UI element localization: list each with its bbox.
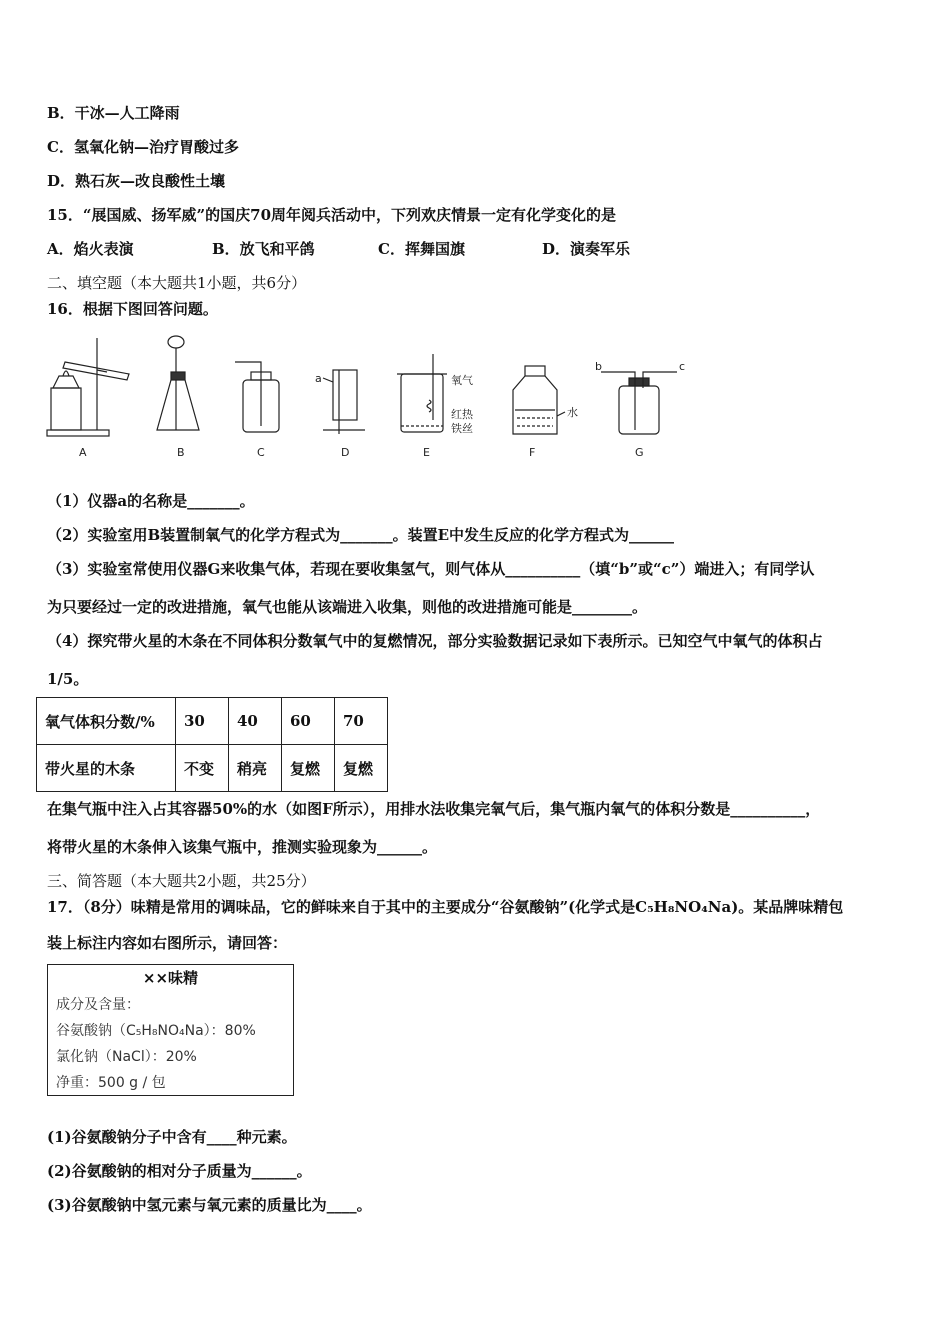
apparatus-e-hot: 红热: [451, 408, 473, 421]
apparatus-letter-f: F: [529, 446, 536, 459]
table-cell: 氧气体积分数/%: [37, 698, 176, 745]
table-cell: 带火星的木条: [37, 745, 176, 792]
after-table-line-2: 将带火星的木条伸入该集气瓶中，推测实验现象为______。: [47, 838, 438, 856]
question-16: 16．根据下图回答问题。: [47, 300, 218, 318]
question-17-line-2: 装上标注内容如右图所示，请回答：: [47, 934, 288, 952]
apparatus-a: [47, 338, 129, 436]
label-line-2: 谷氨酸钠（C₅H₈NO₄Na）：80%: [56, 1023, 256, 1039]
q17-part-3: (3)谷氨酸钠中氢元素与氧元素的质量比为____。: [47, 1196, 372, 1214]
table-cell: 不变: [176, 745, 229, 792]
table-cell: 60: [282, 698, 335, 745]
table-cell: 70: [335, 698, 388, 745]
label-line-3: 氯化钠（NaCl）：20%: [56, 1049, 197, 1065]
q16-part-2: （2）实验室用B装置制氧气的化学方程式为_______。装置E中发生反应的化学方程式为______: [47, 526, 675, 544]
apparatus-f-water: 水: [567, 406, 578, 419]
table-cell: 复燃: [282, 745, 335, 792]
table-row: [37, 745, 388, 792]
option-b-line: B．干冰—人工降雨: [47, 104, 180, 122]
table-cell: 40: [229, 698, 282, 745]
section-3-heading: 三、简答题（本大题共2小题，共25分）: [47, 872, 316, 890]
apparatus-mark-a: a: [315, 372, 322, 385]
label-line-4: 净重：500 g / 包: [56, 1075, 166, 1091]
section-2-heading: 二、填空题（本大题共1小题，共6分）: [47, 274, 307, 292]
q17-part-1: (1)谷氨酸钠分子中含有____种元素。: [47, 1128, 297, 1146]
table-cell: 稍亮: [229, 745, 282, 792]
q15-option-c: C．挥舞国旗: [378, 240, 465, 258]
option-d-line: D．熟石灰—改良酸性土壤: [47, 172, 226, 190]
q16-part-3-line-2: 为只要经过一定的改进措施，氧气也能从该端进入收集，则他的改进措施可能是________。: [47, 598, 648, 616]
q17-part-2: (2)谷氨酸钠的相对分子质量为______。: [47, 1162, 312, 1180]
apparatus-g: [601, 372, 677, 434]
question-15: 15．“展国威、扬军威”的国庆70周年阅兵活动中，下列欢庆情景一定有化学变化的是: [47, 206, 617, 224]
apparatus-mark-b: b: [595, 360, 602, 373]
q16-part-1: （1）仪器a的名称是_______。: [47, 492, 255, 510]
apparatus-letter-b: B: [177, 446, 185, 459]
apparatus-letter-a: A: [79, 446, 87, 459]
apparatus-d: [323, 370, 365, 434]
apparatus-c: [235, 362, 279, 432]
oxygen-data-table: [36, 697, 388, 792]
msg-package-label: [47, 964, 294, 1096]
table-row: [37, 698, 388, 745]
q15-option-d: D．演奏军乐: [542, 240, 631, 258]
table-cell: 30: [176, 698, 229, 745]
apparatus-letter-g: G: [635, 446, 644, 459]
after-table-line-1: 在集气瓶中注入占其容器50%的水（如图F所示），用排水法收集完氧气后，集气瓶内氧气的体积分数是__________，: [47, 800, 821, 818]
apparatus-letter-e: E: [423, 446, 430, 459]
q16-part-4-line-2: 1/5。: [47, 670, 89, 688]
apparatus-letter-c: C: [257, 446, 265, 459]
q15-option-b: B．放飞和平鸽: [212, 240, 315, 258]
q15-option-a: A．焰火表演: [47, 240, 134, 258]
apparatus-e: [397, 354, 447, 432]
q16-part-3-line-1: （3）实验室常使用仪器G来收集气体，若现在要收集氢气，则气体从__________（填“b”或“c”）端进入；有同学认: [47, 560, 815, 578]
apparatus-f: [513, 366, 565, 434]
label-title: ××味精: [142, 969, 199, 987]
apparatus-e-wire: 铁丝: [451, 422, 473, 435]
apparatus-b: [157, 336, 199, 430]
option-c-line: C．氢氧化钠—治疗胃酸过多: [47, 138, 239, 156]
apparatus-letter-d: D: [341, 446, 350, 459]
lab-apparatus-figure: [45, 330, 685, 466]
q16-part-4-line-1: （4）探究带火星的木条在不同体积分数氧气中的复燃情况，部分实验数据记录如下表所示。已知空气中氧气的体积占: [47, 632, 823, 650]
apparatus-e-oxygen: 氧气: [451, 374, 473, 387]
question-17-line-1: 17．（8分）味精是常用的调味品，它的鲜味来自于其中的主要成分“谷氨酸钠”(化学式是C₅H₈NO₄Na)。某品牌味精包: [47, 898, 844, 916]
table-cell: 复燃: [335, 745, 388, 792]
label-line-1: 成分及含量：: [56, 997, 140, 1013]
apparatus-mark-c: c: [679, 360, 685, 373]
